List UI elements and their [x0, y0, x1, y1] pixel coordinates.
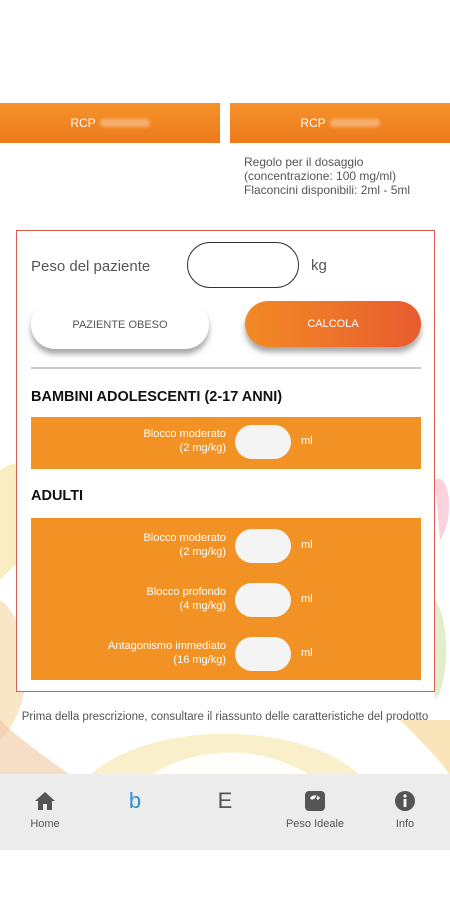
e-letter-icon: E [217, 788, 233, 813]
dose-label [36, 531, 226, 559]
adults-dose-box [31, 518, 421, 680]
dose-label-line1: Antagonismo immediato [107, 640, 226, 652]
nav-ideal-weight-label: Peso Ideale [285, 818, 345, 830]
redacted-text [330, 119, 380, 127]
obese-patient-button[interactable]: PAZIENTE OBESO [31, 301, 209, 349]
dose-unit: ml [301, 593, 313, 605]
divider [31, 367, 421, 369]
dosage-info-line2: (concentrazione: 100 mg/ml) [244, 169, 397, 183]
scale-icon [304, 788, 326, 814]
nav-info[interactable] [365, 774, 445, 850]
dose-label-line2: (16 mg/kg) [173, 654, 226, 666]
dose-label-line2: (2 mg/kg) [179, 442, 226, 454]
dose-row [31, 527, 421, 567]
weight-unit: kg [311, 257, 327, 274]
dose-unit: ml [301, 435, 313, 447]
dose-label-line2: (4 mg/kg) [179, 600, 226, 612]
weight-input[interactable] [187, 242, 299, 288]
dose-result-field [235, 583, 291, 617]
dose-label-line1: Blocco moderato [143, 428, 226, 440]
rcp-tab-1-label: RCP [70, 116, 96, 130]
dose-unit: ml [301, 647, 313, 659]
dose-row [31, 581, 421, 621]
kids-dose-box [31, 417, 421, 469]
dose-label [36, 639, 226, 667]
dosage-info [244, 155, 444, 197]
kids-section-title: BAMBINI ADOLESCENTI (2-17 ANNI) [31, 389, 283, 405]
dose-label [36, 585, 226, 613]
dose-unit: ml [301, 539, 313, 551]
nav-info-label: Info [395, 818, 415, 830]
calculate-button[interactable]: CALCOLA [245, 301, 421, 347]
bottom-nav-bar [0, 774, 450, 850]
dosage-info-line1: Regolo per il dosaggio [244, 155, 364, 169]
dose-row [31, 423, 421, 463]
dose-row [31, 635, 421, 675]
dose-result-field [235, 425, 291, 459]
dose-label-line1: Blocco moderato [143, 532, 226, 544]
dose-result-field [235, 529, 291, 563]
nav-e[interactable] [185, 774, 265, 850]
nav-ideal-weight[interactable] [275, 774, 355, 850]
dose-result-field [235, 637, 291, 671]
info-icon [394, 788, 416, 814]
weight-row [31, 242, 421, 290]
nav-home-label: Home [30, 818, 60, 830]
dosage-info-line3: Flaconcini disponibili: 2ml - 5ml [244, 183, 411, 197]
dose-label [36, 427, 226, 455]
redacted-text [100, 119, 150, 127]
home-icon [34, 788, 56, 814]
rcp-tab-2-label: RCP [300, 116, 326, 130]
nav-home[interactable] [5, 774, 85, 850]
weight-label: Peso del paziente [31, 257, 151, 275]
b-letter-icon: b [128, 788, 142, 813]
rcp-tab-1[interactable] [0, 103, 220, 143]
nav-b[interactable] [95, 774, 175, 850]
adults-section-title: ADULTI [31, 488, 84, 504]
dose-label-line2: (2 mg/kg) [179, 546, 226, 558]
dose-label-line1: Blocco profondo [146, 586, 226, 598]
calculator-card [16, 230, 435, 692]
rcp-tab-2[interactable] [230, 103, 450, 143]
prescription-footnote: Prima della prescrizione, consultare il riassunto delle caratteristiche del prodotto [21, 711, 429, 723]
